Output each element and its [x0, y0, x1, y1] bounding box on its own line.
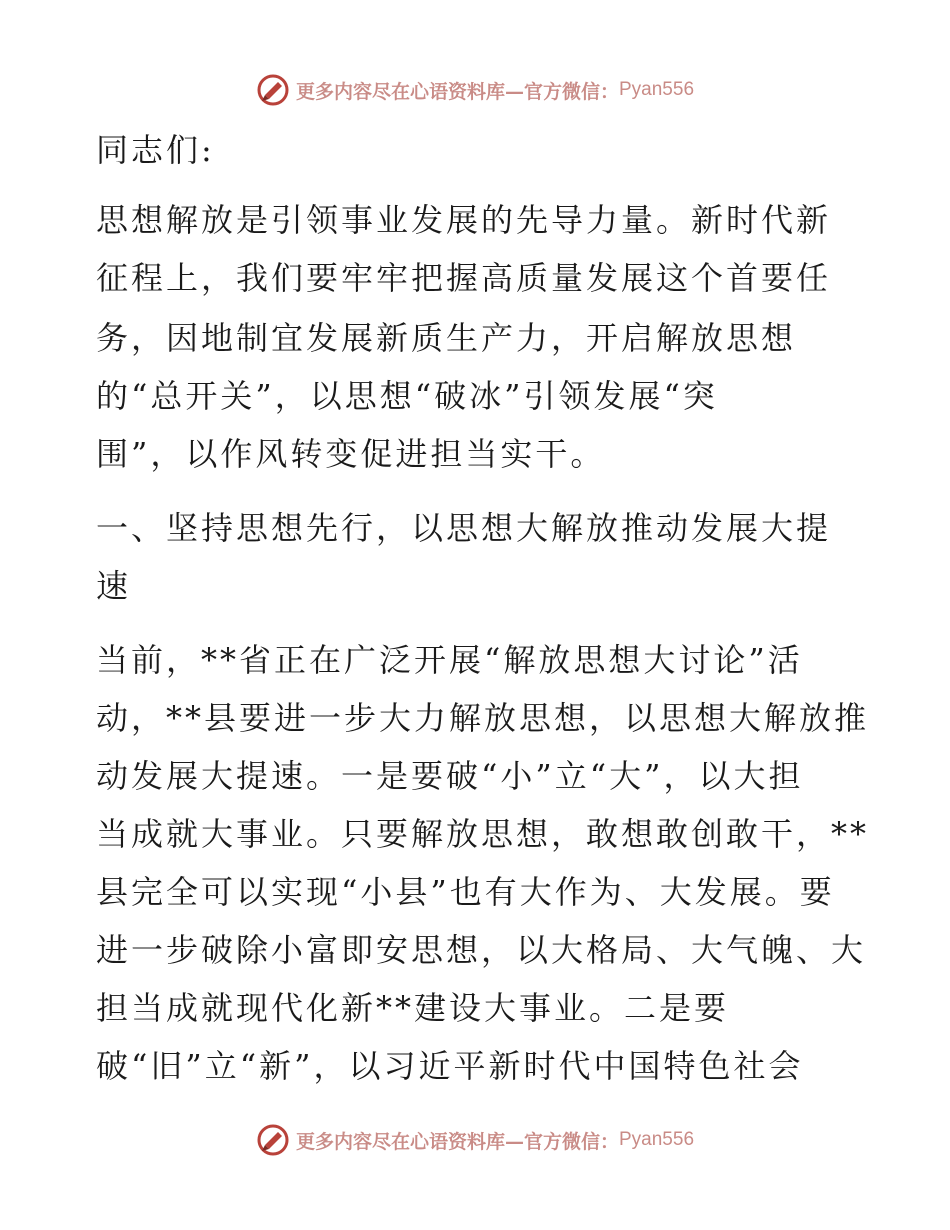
paragraph-line: 围”，以作风转变促进担当实干。: [96, 435, 606, 473]
paragraph-line: 县完全可以实现“小县”也有大作为、大发展。要: [96, 873, 835, 911]
banner-text: 更多内容尽在心语资料库—官方微信：: [295, 1130, 619, 1153]
pen-logo-icon: [256, 73, 290, 107]
paragraph-line: 动，**县要进一步大力解放思想，以思想大解放推: [96, 699, 870, 737]
paragraph-line: 的“总开关”，以思想“破冰”引领发展“突: [96, 377, 718, 415]
pen-logo-icon: [256, 1123, 290, 1157]
paragraph-line: 担当成就现代化新**建设大事业。二是要: [96, 989, 730, 1027]
section-heading: 速: [96, 567, 132, 605]
paragraph-line: 进一步破除小富即安思想，以大格局、大气魄、大: [96, 931, 867, 969]
paragraph-line: 思想解放是引领事业发展的先导力量。新时代新: [96, 201, 832, 239]
paragraph-line: 务，因地制宜发展新质生产力，开启解放思想: [96, 319, 797, 357]
section-heading: 一、坚持思想先行，以思想大解放推动发展大提: [96, 509, 832, 547]
banner-wechat-id: Pyan556: [619, 1129, 695, 1150]
paragraph-line: 当成就大事业。只要解放思想，敢想敢创敢干，**: [96, 815, 870, 853]
paragraph-line: 征程上，我们要牢牢把握高质量发展这个首要任: [96, 259, 832, 297]
paragraph-line: 动发展大提速。一是要破“小”立“大”，以大担: [96, 757, 804, 795]
banner-wechat-id: Pyan556: [619, 79, 695, 100]
banner-text: 更多内容尽在心语资料库—官方微信：: [295, 80, 619, 103]
salutation: 同志们:: [96, 131, 215, 169]
paragraph-line: 当前，**省正在广泛开展“解放思想大讨论”活: [96, 641, 803, 679]
header-banner: [0, 70, 950, 110]
paragraph-line: 破“旧”立“新”，以习近平新时代中国特色社会: [96, 1047, 804, 1085]
footer-banner: [0, 1120, 950, 1160]
